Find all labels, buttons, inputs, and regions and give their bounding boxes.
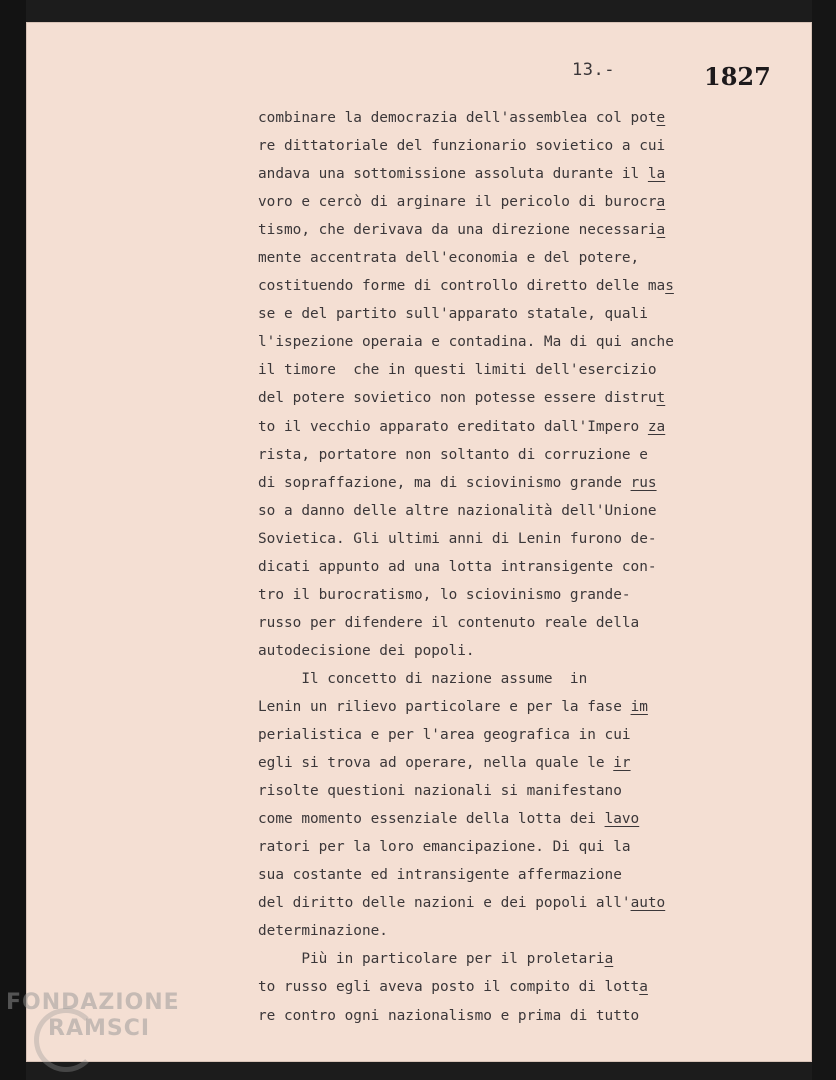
text-fragment: di sopraffazione, ma di sciovinismo grande xyxy=(258,474,631,491)
underlined-fragment: t xyxy=(656,390,666,407)
underlined-fragment: a xyxy=(639,979,648,996)
underlined-fragment: lavo xyxy=(604,811,640,828)
text-line xyxy=(258,749,728,777)
text-line xyxy=(258,525,728,553)
text-line xyxy=(258,777,728,805)
text-fragment: l'ispezione operaia e contadina. Ma di qui anche xyxy=(258,334,674,351)
text-line xyxy=(258,272,728,300)
text-fragment: egli si trova ad operare, nella quale le xyxy=(258,755,614,772)
watermark-line-1: FONDAZIONE xyxy=(6,990,180,1015)
text-fragment: risolte questioni nazionali si manifestano xyxy=(258,783,622,800)
underlined-fragment: s xyxy=(665,278,674,295)
text-line xyxy=(258,188,728,216)
text-line xyxy=(258,1002,728,1030)
underlined-fragment: e xyxy=(656,110,666,126)
text-fragment: to russo egli aveva posto il compito di lott xyxy=(258,979,640,996)
text-fragment: andava una sottomissione assoluta durante il xyxy=(258,166,648,183)
underlined-fragment: za xyxy=(647,418,666,435)
underlined-fragment: ir xyxy=(613,755,631,772)
text-fragment: Più in particolare per il proletari xyxy=(258,951,605,968)
text-line xyxy=(258,721,728,749)
scan-edge-left xyxy=(0,0,26,1080)
text-line xyxy=(258,160,728,188)
text-line xyxy=(258,917,728,945)
text-line xyxy=(258,581,728,609)
text-fragment: so a danno delle altre nazionalità dell'Unione xyxy=(258,502,657,519)
scan-edge-right xyxy=(812,0,836,1080)
text-fragment: ratori per la loro emancipazione. Di qui la xyxy=(258,839,631,856)
text-fragment: se e del partito sull'apparato statale, quali xyxy=(258,306,648,323)
text-fragment: tro il burocratismo, lo sciovinismo grande- xyxy=(258,586,631,603)
text-fragment: combinare la democrazia dell'assemblea col pot xyxy=(258,110,657,126)
underlined-fragment: la xyxy=(647,166,666,183)
text-line xyxy=(258,356,728,384)
text-line xyxy=(258,244,728,272)
page-number: 13.- xyxy=(572,60,615,80)
underlined-fragment: im xyxy=(630,698,648,715)
text-fragment: Sovietica. Gli ultimi anni di Lenin furono de- xyxy=(258,530,657,547)
text-line xyxy=(258,693,728,721)
text-fragment: Lenin un rilievo particolare e per la fase xyxy=(258,698,631,715)
text-line xyxy=(258,497,728,525)
text-line xyxy=(258,216,728,244)
typed-text-body xyxy=(258,104,728,1030)
text-fragment: il timore che in questi limiti dell'esercizio xyxy=(258,362,657,379)
text-fragment: dicati appunto ad una lotta intransigente con- xyxy=(258,558,657,575)
text-fragment: perialistica e per l'area geografica in cui xyxy=(258,727,631,744)
text-fragment: mente accentrata dell'economia e del potere, xyxy=(258,250,640,267)
text-line xyxy=(258,441,728,469)
text-line xyxy=(258,553,728,581)
text-line xyxy=(258,665,728,693)
text-fragment: determinazione. xyxy=(258,923,388,940)
text-line xyxy=(258,469,728,497)
text-line xyxy=(258,609,728,637)
text-line xyxy=(258,384,728,412)
text-fragment: russo per difendere il contenuto reale della xyxy=(258,614,640,631)
text-line xyxy=(258,945,728,973)
text-fragment: costituendo forme di controllo diretto delle ma xyxy=(258,278,666,295)
text-line xyxy=(258,104,728,132)
text-line xyxy=(258,833,728,861)
text-fragment: come momento essenziale della lotta dei xyxy=(258,811,605,828)
text-fragment: autodecisione dei popoli. xyxy=(258,642,475,659)
underlined-fragment: a xyxy=(656,194,666,211)
text-fragment: sua costante ed intransigente affermazione xyxy=(258,867,622,884)
watermark-line-2: RAMSCI xyxy=(48,1016,151,1041)
underlined-fragment: auto xyxy=(630,895,666,912)
text-line xyxy=(258,637,728,665)
paper-sheet xyxy=(26,22,812,1062)
text-line xyxy=(258,300,728,328)
text-line xyxy=(258,973,728,1001)
text-line xyxy=(258,805,728,833)
text-fragment: voro e cercò di arginare il pericolo di burocr xyxy=(258,194,657,211)
text-fragment: rista, portatore non soltanto di corruzione e xyxy=(258,446,648,463)
text-line xyxy=(258,889,728,917)
underlined-fragment: a xyxy=(656,222,666,239)
underlined-fragment: rus xyxy=(630,474,657,491)
underlined-fragment: a xyxy=(604,951,614,968)
fondazione-gramsci-watermark xyxy=(6,990,206,1050)
text-line xyxy=(258,132,728,160)
text-line xyxy=(258,861,728,889)
text-fragment: del potere sovietico non potesse essere distru xyxy=(258,390,657,407)
text-fragment: tismo, che derivava da una direzione necessari xyxy=(258,222,657,239)
text-fragment: re contro ogni nazionalismo e prima di tutto xyxy=(258,1007,640,1024)
text-fragment: to il vecchio apparato ereditato dall'Impero xyxy=(258,418,648,435)
text-fragment: re dittatoriale del funzionario sovietico a cui xyxy=(258,138,666,155)
text-fragment: Il concetto di nazione assume in xyxy=(258,670,588,687)
archive-number: 1827 xyxy=(704,62,771,91)
text-line xyxy=(258,328,728,356)
text-line xyxy=(258,413,728,441)
text-fragment: del diritto delle nazioni e dei popoli all' xyxy=(258,895,631,912)
